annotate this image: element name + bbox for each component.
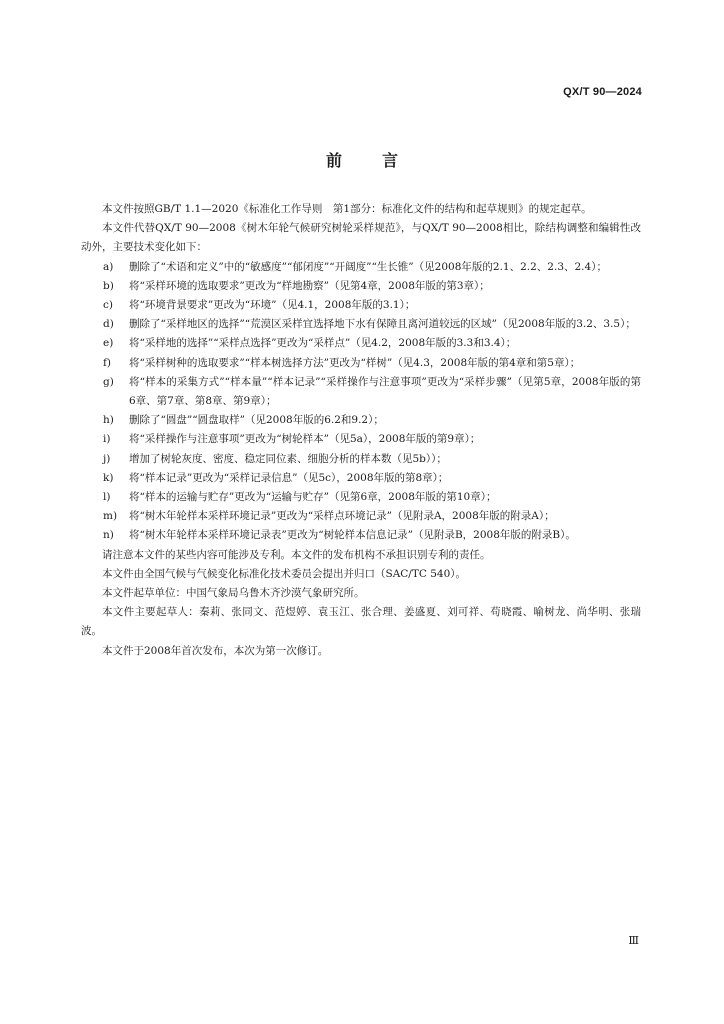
list-item-label: c) — [103, 299, 113, 312]
paragraph-publication-history: 本文件于2008年首次发布，本次为第一次修订。 — [102, 644, 329, 657]
changes-list — [81, 258, 641, 546]
list-item — [81, 315, 641, 334]
list-item-text: 将“样本的运输与贮存”更改为“运输与贮存”（见第6章，2008年版的第10章）； — [129, 491, 497, 504]
paragraph-replacement: 本文件代替QX/T 90—2008《树木年轮气候研究树轮采样规范》，与QX/T 90—2008相比，除结构调整和编辑性改动外，主要技术变化如下： — [81, 222, 641, 254]
list-item-text: 删除了“圆盘”“圆盘取样”（见2008年版的6.2和9.2）； — [129, 414, 384, 427]
list-item-text: 将“树木年轮样本采样环境记录”更改为“采样点环境记录”（见附录A，2008年版的附录A）； — [129, 510, 555, 523]
paragraph-patent-notice: 请注意本文件的某些内容可能涉及专利。本文件的发布机构不承担识别专利的责任。 — [102, 548, 491, 561]
list-item-text: 删除了“采样地区的选择”“荒漠区采样宜选择地下水有保障且离河道较远的区域”（见2008年版的3.2、3.5）； — [129, 318, 636, 331]
list-item — [81, 277, 641, 296]
list-item-label: e) — [103, 337, 114, 350]
paragraph-drafting-rules: 本文件按照GB/T 1.1—2020《标准化工作导则 第1部分：标准化文件的结构和起草规则》的规定起草。 — [102, 203, 592, 215]
list-item-text: 将“样本的采集方式”“样本量”“样本记录”“采样操作与注意事项”更改为“采样步骤”（见第5章，2008年版的第6章、第7章、第8章、第9章）； — [129, 375, 641, 408]
list-item — [81, 526, 641, 545]
list-item-label: b) — [103, 279, 114, 292]
list-item-text: 将“样本记录”更改为“采样记录信息”（见5c），2008年版的第8章）； — [129, 471, 449, 484]
list-item — [81, 258, 641, 277]
list-item-text: 将“采样环境的选取要求”更改为“样地勘察”（见第4章，2008年版的第3章）； — [129, 279, 490, 292]
list-item — [81, 430, 641, 449]
list-item-text: 删除了“术语和定义”中的“敏感度”“郁闭度”“开阔度”“生长锥”（见2008年版的2.1、2.2、2.3、2.4）； — [129, 260, 607, 273]
list-item — [81, 296, 641, 315]
list-item — [81, 411, 641, 430]
list-item — [81, 507, 641, 526]
document-code: QX/T 90—2024 — [563, 86, 642, 98]
list-item-label: n) — [103, 529, 114, 542]
list-item — [81, 354, 641, 373]
list-item-label: l) — [103, 491, 111, 504]
list-item-label: g) — [103, 375, 114, 388]
paragraph-proposer: 本文件由全国气候与气候变化标准化技术委员会提出并归口（SAC/TC 540）。 — [102, 567, 467, 580]
list-item-text: 将“采样树种的选取要求”“样本树选择方法”更改为“样树”（见4.3，2008年版的第4章和第5章）； — [129, 356, 581, 369]
list-item-text: 将“采样操作与注意事项”更改为“树轮样本”（见5a），2008年版的第9章）； — [129, 433, 481, 446]
list-item-label: f) — [103, 356, 111, 369]
list-item — [81, 334, 641, 353]
list-item-label: i) — [103, 433, 111, 446]
list-item — [81, 450, 641, 469]
list-item — [81, 488, 641, 507]
list-item-label: h) — [103, 414, 114, 427]
list-item-label: k) — [103, 471, 114, 484]
paragraph-drafting-unit: 本文件起草单位：中国气象局乌鲁木齐沙漠气象研究所。 — [102, 587, 365, 600]
list-item — [81, 373, 641, 411]
page-title: 前言 — [325, 151, 438, 170]
list-item-label: j) — [103, 452, 111, 465]
list-item-text: 将“环境背景要求”更改为“环境”（见4.1，2008年版的3.1）； — [129, 299, 416, 312]
list-item-text: 将“树木年轮样本采样环境记录表”更改为“树轮样本信息记录”（见附录B，2008年版的附录B）。 — [129, 529, 576, 542]
list-item-label: m) — [103, 510, 118, 523]
paragraph-drafters: 本文件主要起草人：秦莉、张同文、范煜婷、袁玉江、张合理、姜盛夏、刘可祥、苟晓霞、喻树龙、尚华明、张瑞波。 — [81, 606, 641, 638]
list-item-label: a) — [103, 260, 114, 273]
foreword-body — [81, 200, 641, 661]
list-item-text: 增加了树轮灰度、密度、稳定同位素、细胞分析的样本数（见5b））； — [129, 452, 447, 465]
list-item-text: 将“采样地的选择”“采样点选择”更改为“采样点”（见4.2，2008年版的3.3和3.4）； — [129, 337, 517, 350]
page-number: Ⅲ — [628, 934, 639, 947]
list-item-label: d) — [103, 318, 114, 331]
list-item — [81, 469, 641, 488]
